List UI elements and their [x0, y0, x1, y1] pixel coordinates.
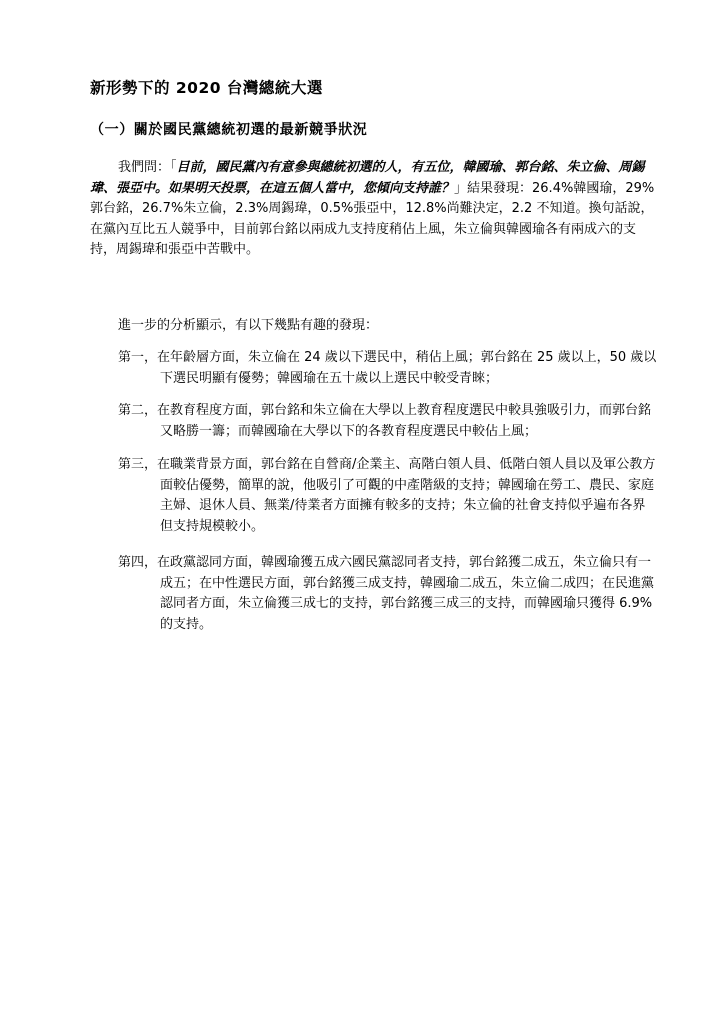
finding-item: 第四，在政黨認同方面，韓國瑜獲五成六國民黨認同者支持，郭台銘獲二成五，朱立倫只有一成五；在中性選民方面，郭台銘獲三成支持，韓國瑜二成五，朱立倫二成四；在民進黨認同者方面，朱立倫獲三成七的支持，郭台銘獲三成三的支持，而韓國瑜只獲得 6.9%的支持。: [118, 555, 655, 632]
intro-prefix: 我們問：「: [118, 160, 177, 175]
document-title: 新形勢下的 2020 台灣總統大選: [90, 79, 323, 97]
finding-item: 第二，在教育程度方面，郭台銘和朱立倫在大學以上教育程度選民中較具強吸引力，而郭台銘又略勝一籌；而韓國瑜在大學以下的各教育程度選民中較佔上風；: [118, 403, 652, 439]
intro-results: 」結果發現：26.4%韓國瑜，29%郭台銘，26.7%朱立倫，2.3%周錫瑋，0.5%張亞中，12.8%尚難決定，2.2 不知道。換句話說，在黨內互比五人競爭中，目前郭台銘以兩成九支持度稍佔上風，朱立倫與韓國瑜各有兩成六的支持，周錫瑋和張亞中苦戰中。: [90, 180, 655, 257]
section-heading: （一）關於國民黨總統初選的最新競爭狀況: [90, 122, 368, 138]
survey-question: 目前，國民黨內有意參與總統初選的人，有五位，韓國瑜、郭台銘、朱立倫、周錫瑋、張亞中。如果明天投票，在這五個人當中，您傾向支持誰？: [90, 160, 645, 196]
analysis-lead: 進一步的分析顯示，有以下幾點有趣的發現：: [118, 318, 379, 333]
intro-paragraph: [90, 158, 656, 261]
finding-item: 第三，在職業背景方面，郭台銘在自營商/企業主、高階白領人員、低階白領人員以及軍公教方面較佔優勢，簡單的說，他吸引了可觀的中產階級的支持；韓國瑜在勞工、農民、家庭主婦、退休人員、無業/待業者方面擁有較多的支持；朱立倫的社會支持似乎遍布各界但支持規模較小。: [118, 457, 656, 534]
finding-item: 第一，在年齡層方面，朱立倫在 24 歲以下選民中，稍佔上風；郭台銘在 25 歲以上，50 歲以下選民明顯有優勢；韓國瑜在五十歲以上選民中較受青睞；: [118, 350, 657, 386]
